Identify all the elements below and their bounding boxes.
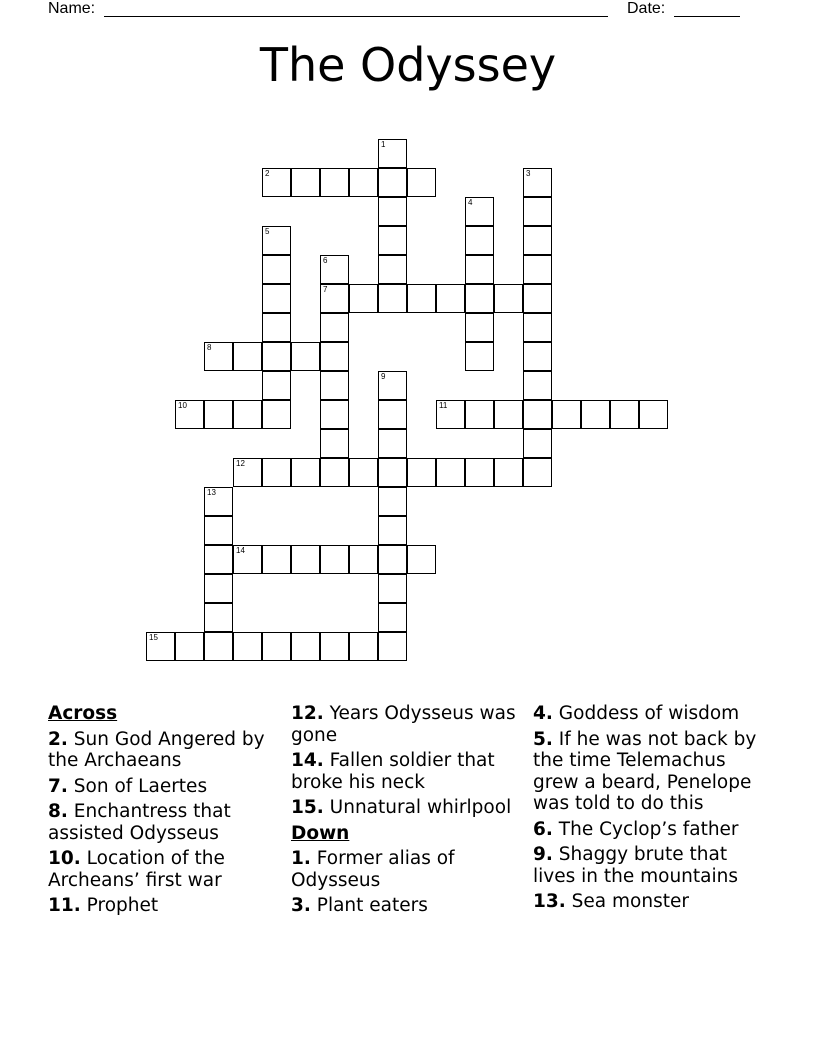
grid-cell[interactable] xyxy=(523,458,552,487)
grid-cell[interactable] xyxy=(523,400,552,429)
grid-cell[interactable] xyxy=(378,632,407,661)
grid-cell[interactable] xyxy=(436,284,465,313)
grid-cell[interactable] xyxy=(610,400,639,429)
clue-down-4 xyxy=(533,703,773,725)
cell-number: 8 xyxy=(207,343,212,352)
grid-cell[interactable] xyxy=(204,574,233,603)
grid-cell[interactable] xyxy=(262,632,291,661)
cell-number: 14 xyxy=(236,546,245,555)
clue-number: 11. xyxy=(48,895,81,916)
grid-cell[interactable] xyxy=(378,516,407,545)
cell-number: 15 xyxy=(149,633,158,642)
clue-text: Former alias of Odysseus xyxy=(291,848,455,891)
clue-number: 4. xyxy=(533,703,553,724)
grid-cell[interactable] xyxy=(465,342,494,371)
grid-cell[interactable] xyxy=(262,284,291,313)
grid-cell[interactable] xyxy=(378,197,407,226)
grid-cell[interactable] xyxy=(349,458,378,487)
clue-down-9 xyxy=(533,844,773,887)
grid-cell[interactable] xyxy=(262,313,291,342)
clue-across-2 xyxy=(48,729,278,772)
clue-across-11 xyxy=(48,895,278,917)
grid-cell[interactable] xyxy=(378,574,407,603)
grid-cell[interactable] xyxy=(436,458,465,487)
grid-cell[interactable] xyxy=(378,284,407,313)
grid-cell[interactable] xyxy=(378,603,407,632)
clue-number: 2. xyxy=(48,728,68,750)
clue-across-15 xyxy=(291,797,521,819)
grid-cell[interactable] xyxy=(262,458,291,487)
grid-cell[interactable] xyxy=(523,284,552,313)
grid-cell[interactable] xyxy=(146,632,175,661)
clue-column-3 xyxy=(533,703,773,917)
clue-text: The Cyclop’s father xyxy=(558,818,739,840)
grid-cell[interactable] xyxy=(175,400,204,429)
grid-cell[interactable] xyxy=(465,284,494,313)
clue-across-10 xyxy=(48,848,278,891)
grid-cell[interactable] xyxy=(436,400,465,429)
grid-cell[interactable] xyxy=(233,458,262,487)
grid-cell[interactable] xyxy=(233,400,262,429)
clue-number: 3. xyxy=(291,895,311,916)
grid-cell[interactable] xyxy=(378,226,407,255)
grid-cell[interactable] xyxy=(465,226,494,255)
grid-cell[interactable] xyxy=(378,255,407,284)
grid-cell[interactable] xyxy=(523,197,552,226)
clue-number: 6. xyxy=(533,818,553,840)
grid-cell[interactable] xyxy=(175,632,204,661)
grid-cell[interactable] xyxy=(204,400,233,429)
clue-text: Enchantress that assisted Odysseus xyxy=(48,801,231,844)
clue-down-13 xyxy=(533,891,773,913)
grid-cell[interactable] xyxy=(378,458,407,487)
grid-cell[interactable] xyxy=(523,226,552,255)
grid-cell[interactable] xyxy=(465,458,494,487)
grid-cell[interactable] xyxy=(320,168,349,197)
grid-cell[interactable] xyxy=(262,545,291,574)
grid-cell[interactable] xyxy=(204,342,233,371)
cell-number: 13 xyxy=(207,488,216,497)
clue-number: 14. xyxy=(291,750,324,771)
clue-text: Years Odysseus was gone xyxy=(291,703,516,746)
grid-cell[interactable] xyxy=(320,545,349,574)
grid-cell[interactable] xyxy=(349,284,378,313)
grid-cell[interactable] xyxy=(291,342,320,371)
grid-cell[interactable] xyxy=(639,400,668,429)
grid-cell[interactable] xyxy=(320,429,349,458)
grid-cell[interactable] xyxy=(320,458,349,487)
grid-cell[interactable] xyxy=(378,371,407,400)
grid-cell[interactable] xyxy=(465,313,494,342)
grid-cell[interactable] xyxy=(523,342,552,371)
grid-cell[interactable] xyxy=(320,371,349,400)
grid-cell[interactable] xyxy=(407,284,436,313)
clue-across-8 xyxy=(48,801,278,844)
grid-cell[interactable] xyxy=(320,255,349,284)
grid-cell[interactable] xyxy=(291,168,320,197)
grid-cell[interactable] xyxy=(407,545,436,574)
cell-number: 3 xyxy=(526,169,531,178)
clue-text: Plant eaters xyxy=(316,895,428,916)
grid-cell[interactable] xyxy=(291,545,320,574)
grid-cell[interactable] xyxy=(378,139,407,168)
grid-cell[interactable] xyxy=(320,313,349,342)
grid-cell[interactable] xyxy=(291,632,320,661)
grid-cell[interactable] xyxy=(494,458,523,487)
clue-down-1 xyxy=(291,848,521,891)
grid-cell[interactable] xyxy=(204,632,233,661)
clue-across-14 xyxy=(291,750,521,793)
grid-cell[interactable] xyxy=(349,545,378,574)
grid-cell[interactable] xyxy=(407,168,436,197)
grid-cell[interactable] xyxy=(407,458,436,487)
clue-number: 10. xyxy=(48,848,81,869)
grid-cell[interactable] xyxy=(378,545,407,574)
clue-number: 13. xyxy=(533,891,566,912)
grid-cell[interactable] xyxy=(262,371,291,400)
grid-cell[interactable] xyxy=(262,255,291,284)
clue-down-5 xyxy=(533,729,773,815)
grid-cell[interactable] xyxy=(204,545,233,574)
clue-number: 12. xyxy=(291,703,324,724)
grid-cell[interactable] xyxy=(204,487,233,516)
clue-across-12 xyxy=(291,703,521,746)
clue-text: Son of Laertes xyxy=(73,775,208,797)
grid-cell[interactable] xyxy=(523,429,552,458)
clue-text: Prophet xyxy=(86,895,159,916)
clue-down-6 xyxy=(533,819,773,841)
grid-cell[interactable] xyxy=(291,458,320,487)
grid-cell[interactable] xyxy=(465,197,494,226)
grid-cell[interactable] xyxy=(378,400,407,429)
grid-cell[interactable] xyxy=(378,429,407,458)
grid-cell[interactable] xyxy=(465,400,494,429)
grid-cell[interactable] xyxy=(320,342,349,371)
cell-number: 5 xyxy=(265,227,270,236)
grid-cell[interactable] xyxy=(465,255,494,284)
cell-number: 1 xyxy=(381,140,386,149)
cell-number: 2 xyxy=(265,169,270,178)
grid-cell[interactable] xyxy=(233,342,262,371)
grid-cell[interactable] xyxy=(262,168,291,197)
grid-cell[interactable] xyxy=(349,168,378,197)
grid-cell[interactable] xyxy=(349,632,378,661)
grid-cell[interactable] xyxy=(204,516,233,545)
grid-cell[interactable] xyxy=(552,400,581,429)
clue-text: Unnatural whirlpool xyxy=(329,797,512,818)
name-label: Name: xyxy=(48,0,96,17)
cell-number: 11 xyxy=(439,401,448,410)
grid-cell[interactable] xyxy=(204,603,233,632)
down-heading: Down xyxy=(291,822,350,844)
grid-cell[interactable] xyxy=(523,313,552,342)
clue-number: 15. xyxy=(291,797,324,818)
grid-cell[interactable] xyxy=(262,226,291,255)
clue-text: Goddess of wisdom xyxy=(558,703,740,724)
cell-number: 7 xyxy=(323,285,328,294)
grid-cell[interactable] xyxy=(320,284,349,313)
grid-cell[interactable] xyxy=(262,342,291,371)
clue-text: Shaggy brute that lives in the mountains xyxy=(533,844,738,887)
page-title: The Odyssey xyxy=(259,38,557,92)
grid-cell[interactable] xyxy=(233,545,262,574)
grid-cell[interactable] xyxy=(581,400,610,429)
grid-cell[interactable] xyxy=(320,400,349,429)
clue-column-2 xyxy=(291,703,521,921)
grid-cell[interactable] xyxy=(523,371,552,400)
grid-cell[interactable] xyxy=(523,255,552,284)
cell-number: 4 xyxy=(468,198,473,207)
clue-text: Sun God Angered by the Archaeans xyxy=(48,728,265,771)
grid-cell[interactable] xyxy=(320,632,349,661)
cell-number: 12 xyxy=(236,459,245,468)
grid-cell[interactable] xyxy=(233,632,262,661)
clue-number: 8. xyxy=(48,801,68,822)
clue-number: 1. xyxy=(291,848,311,869)
grid-cell[interactable] xyxy=(262,400,291,429)
clue-column-1 xyxy=(48,703,278,921)
clue-down-3 xyxy=(291,895,521,917)
clue-text: Sea monster xyxy=(571,891,689,912)
clue-across-7 xyxy=(48,776,278,798)
grid-cell[interactable] xyxy=(494,400,523,429)
clue-text: Fallen soldier that broke his neck xyxy=(291,750,495,793)
across-heading: Across xyxy=(48,703,118,724)
clue-number: 5. xyxy=(533,728,553,750)
cell-number: 10 xyxy=(178,401,187,410)
cell-number: 6 xyxy=(323,256,328,265)
clue-text: If he was not back by the time Telemachus grew a beard, Penelope was told to do this xyxy=(533,728,757,814)
cell-number: 9 xyxy=(381,372,386,381)
grid-cell[interactable] xyxy=(378,168,407,197)
grid-cell[interactable] xyxy=(523,168,552,197)
grid-cell[interactable] xyxy=(494,284,523,313)
clue-text: Location of the Archeans’ first war xyxy=(48,848,225,891)
clue-number: 7. xyxy=(48,775,68,797)
date-label: Date: xyxy=(627,0,666,17)
grid-cell[interactable] xyxy=(378,487,407,516)
clue-number: 9. xyxy=(533,844,553,865)
